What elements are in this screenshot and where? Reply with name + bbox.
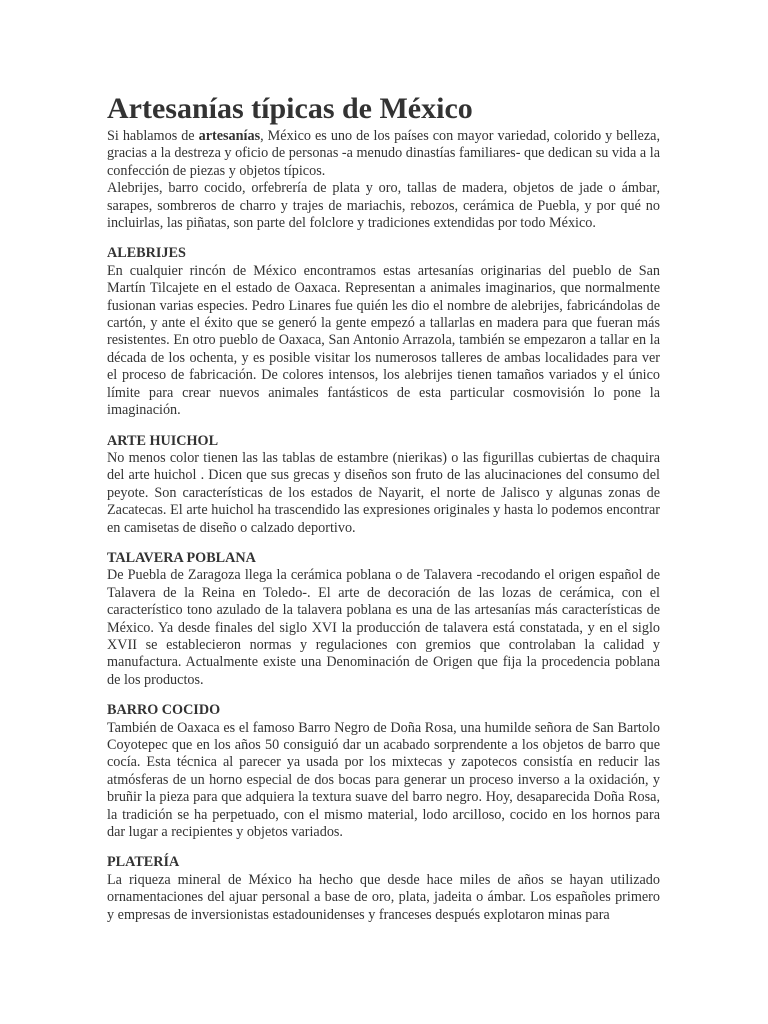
section-heading: ARTE HUICHOL	[107, 432, 219, 449]
section-plateria	[107, 854, 660, 924]
section-arte-huichol	[107, 433, 660, 537]
section-alebrijes	[107, 245, 660, 419]
section-heading: BARRO COCIDO	[107, 702, 221, 719]
section-talavera-poblana	[107, 550, 660, 689]
section-heading: TALAVERA POBLANA	[107, 549, 256, 566]
intro-text-after: , México es uno de los países con mayor variedad, colorido y belleza, gracias a la destreza y oficio de personas -a menudo dinastías familiares- que dedican su vida a la confección de piezas y objetos típicos.	[107, 128, 660, 179]
section-heading: PLATERÍA	[107, 854, 180, 871]
intro-text-before: Si hablamos de	[107, 128, 199, 144]
section-heading: ALEBRIJES	[107, 245, 186, 262]
document-page	[107, 92, 660, 924]
intro-bold-term: artesanías	[198, 128, 261, 144]
section-text: En cualquier rincón de México encontramos estas artesanías originarias del pueblo de San Martín Tilcajete en el estado de Oaxaca. Representan a animales imaginarios, que normalmente fusionan varias especies. Pedro Linares fue quién les dio el nombre de alebrijes, fabricándolas de cartón, y ante el éxito que se generó la gente empezó a tallarlas en madera para que fueran más resistentes. En otro pueblo de Oaxaca, San Antonio Arrazola, también se empezaron a tallar en la década de los ochenta, y es posible visitar los numerosos talleres de ambas localidades para ver el proceso de fabricación. De colores intensos, los alebrijes tienen tamaños variados y el único límite para crear nuevos animales fantásticos de esta particular cosmovisión lo pone la imaginación.	[107, 262, 660, 419]
intro-paragraph-2: Alebrijes, barro cocido, orfebrería de plata y oro, tallas de madera, objetos de jade o ámbar, sarapes, sombreros de charro y trajes de mariachis, rebozos, cerámica de Puebla, y por qué no incluirlas, las piñatas, son parte del folclore y tradiciones extendidas por todo México.	[107, 180, 660, 232]
section-text: De Puebla de Zaragoza llega la cerámica poblana o de Talavera -recodando el origen español de Talavera de la Reina en Toledo-. El arte de decoración de las lozas de cerámica, con el característico tono azulado de la talavera poblana es una de las artesanías más características de México. Ya desde finales del siglo XVI la producción de talavera está constatada, y en el siglo XVII se establecieron normas y regulaciones con gremios que controlaban la calidad y manufactura. Actualmente existe una Denominación de Origen que fija la procedencia poblana de los productos.	[107, 567, 660, 688]
section-text: La riqueza mineral de México ha hecho que desde hace miles de años se hayan utilizado ornamentaciones del ajuar personal a base de oro, plata, jadeita o ámbar. Los españoles primero y empresas de inversionistas estadounidenses y franceses después explotaron minas para	[107, 871, 660, 923]
section-text: No menos color tienen las las tablas de estambre (nierikas) o las figurillas cubiertas de chaquira del arte huichol . Dicen que sus grecas y diseños son fruto de las alucinaciones del consumo del peyote. Son características de los estados de Nayarit, el norte de Jalisco y algunas zonas de Zacatecas. El arte huichol ha trascendido las expresiones originales y hasta lo podemos encontrar en camisetas de diseño o calzado deportivo.	[107, 449, 660, 536]
document-title: Artesanías típicas de México	[107, 92, 473, 125]
intro-paragraph-1	[107, 128, 660, 180]
section-text: También de Oaxaca es el famoso Barro Negro de Doña Rosa, una humilde señora de San Bartolo Coyotepec que en los años 50 consiguió dar un acabado sorprendente a los objetos de barro que cocía. Esta técnica al parecer ya usada por los mixtecas y zapotecos consistía en reducir las atmósferas de un horno especial de dos bocas para generar un proceso inverso a la oxidación, y bruñir la pieza para que adquiera la textura suave del barro negro. Hoy, desaparecida Doña Rosa, la tradición se ha perpetuado, con el mismo material, lodo arcilloso, cocido en los hornos para dar lugar a recipientes y objetos variados.	[107, 719, 660, 841]
section-barro-cocido	[107, 702, 660, 841]
